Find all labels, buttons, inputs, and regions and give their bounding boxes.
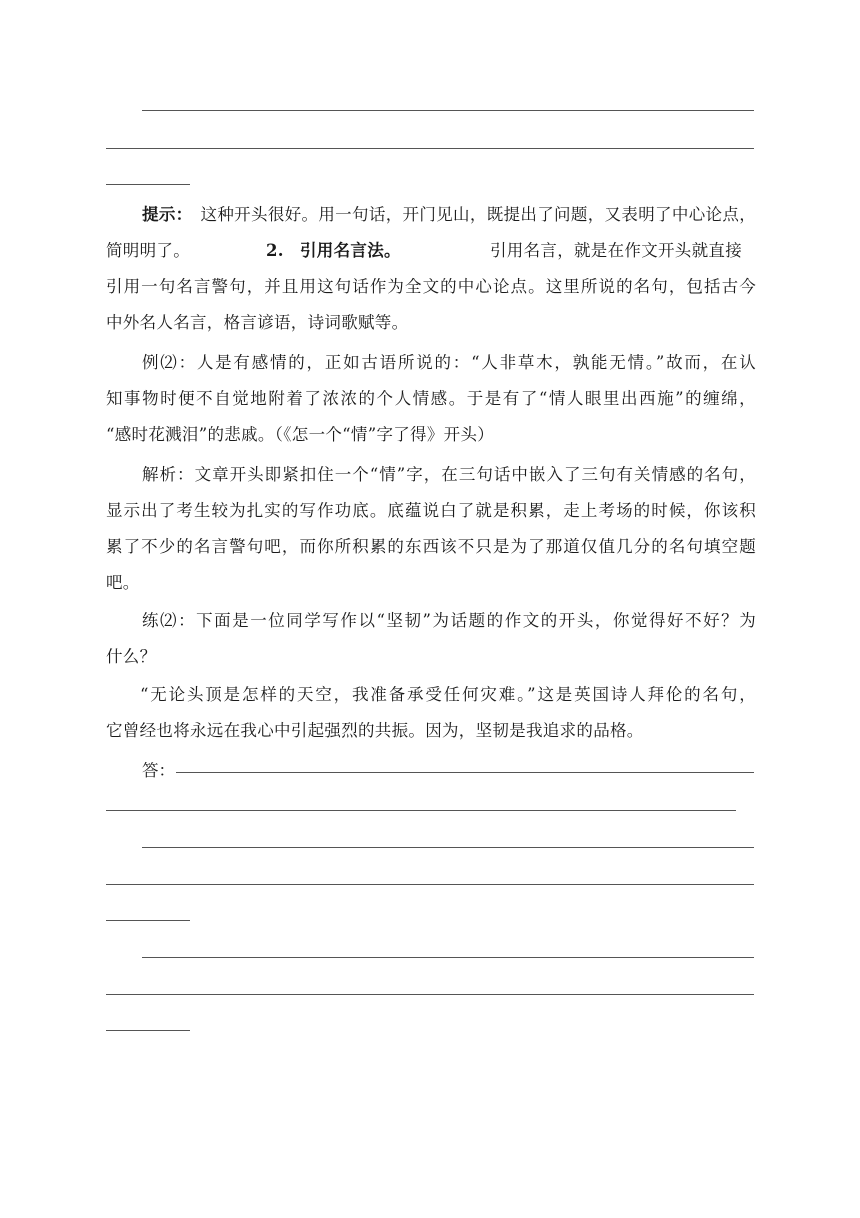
hint-label: 提示：	[142, 205, 193, 224]
blank-line[interactable]	[106, 884, 754, 885]
hint-text-1: 这种开头很好。用一句话，开门见山，既提出了问题，又表明了中心论点，	[200, 205, 757, 224]
hint-line-5: 中外名人名言，格言谚语，诗词歌赋等。	[106, 313, 409, 332]
hint-line-1	[142, 204, 756, 226]
blank-line[interactable]	[142, 957, 754, 958]
analysis-line-2: 显示出了考生较为扎实的写作功底。底蕴说白了就是积累，走上考场的时候，你该积	[106, 501, 756, 520]
example-line-2: 知事物时便不自觉地附着了浓浓的个人情感。于是有了“情人眼里出西施”的缠绵，	[106, 389, 756, 408]
answer-line[interactable]	[176, 772, 754, 773]
section-title: 引用名言法。	[300, 241, 401, 260]
analysis-line-4: 吧。	[106, 573, 140, 592]
example-line-1: 例⑵：人是有感情的，正如古语所说的：“人非草木，孰能无情。”故而，在认	[142, 353, 756, 372]
quote-line-2: 它曾经也将永远在我心中引起强烈的共振。因为，坚韧是我追求的品格。	[106, 721, 644, 740]
exercise-line-2: 什么？	[106, 647, 157, 666]
blank-line[interactable]	[106, 920, 190, 921]
blank-line	[142, 110, 754, 111]
hint-line-4: 引用一句名言警句，并且用这句话作为全文的中心论点。这里所说的名句，包括古今	[106, 277, 756, 296]
example-line-3: “感时花溅泪”的悲戚。（《怎一个“情”字了得》开头）	[106, 425, 495, 444]
blank-line	[106, 184, 190, 185]
blank-line[interactable]	[106, 994, 754, 995]
answer-line[interactable]	[106, 810, 736, 811]
analysis-line-1: 解析：文章开头即紧扣住一个“情”字，在三句话中嵌入了三句有关情感的名句，	[142, 465, 756, 484]
blank-line[interactable]	[142, 847, 754, 848]
blank-line	[106, 148, 754, 149]
exercise-line-1: 练⑵：下面是一位同学写作以“坚韧”为话题的作文的开头，你觉得好不好？为	[142, 611, 756, 630]
blank-line[interactable]	[106, 1030, 190, 1031]
answer-label: 答：	[142, 761, 175, 780]
section-number: 2.	[266, 241, 284, 260]
hint-text-3: 引用名言，就是在作文开头就直接	[490, 241, 742, 260]
quote-line-1: “无论头顶是怎样的天空，我准备承受任何灾难。”这是英国诗人拜伦的名句，	[140, 685, 756, 704]
analysis-line-3: 累了不少的名言警句吧，而你所积累的东西该不只是为了那道仅值几分的名句填空题	[106, 537, 756, 556]
hint-line-2	[106, 240, 756, 262]
hint-text-2: 简明明了。	[106, 241, 190, 260]
